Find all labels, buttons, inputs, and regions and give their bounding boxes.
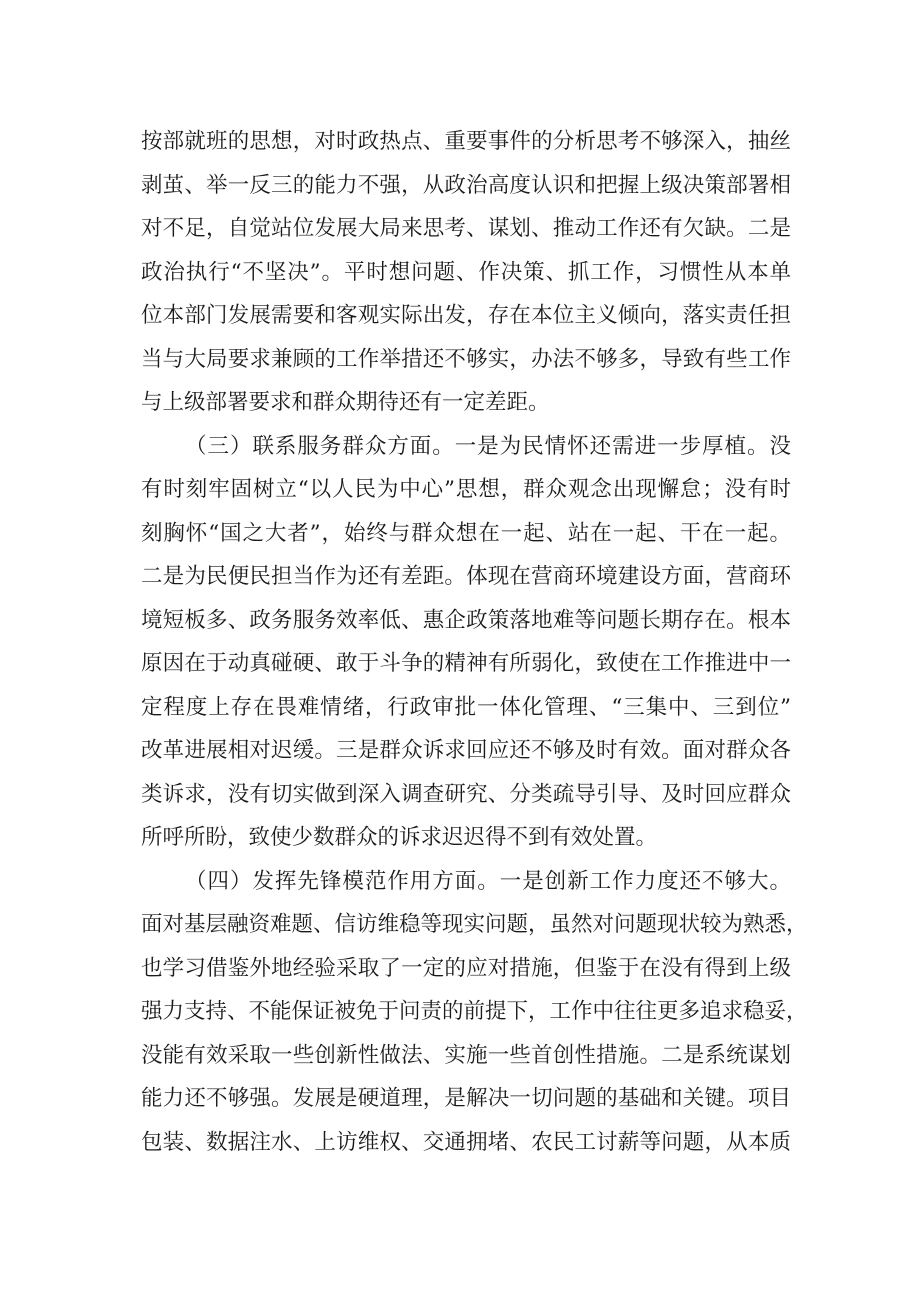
text-line: 面对基层融资难题、信访维稳等现实问题，虽然对问题现状较为熟悉， <box>141 912 808 937</box>
paragraph-first-line: （三）联系服务群众方面。一是为民情怀还需进一步厚植。没 <box>185 433 791 459</box>
text-line: 境短板多、政务服务效率低、惠企政策落地难等问题长期存在。根本 <box>141 607 791 633</box>
text-line: 所呼所盼，致使少数群众的诉求迟迟得不到有效处置。 <box>141 825 658 850</box>
text-line: 二是为民便民担当作为还有差距。体现在营商环境建设方面，营商环 <box>141 564 791 589</box>
text-line: 定程度上存在畏难情绪，行政审批一体化管理、“三集中、三到位” <box>141 694 791 720</box>
text-line: 位本部门发展需要和客观实际出发，存在本位主义倾向，落实责任担 <box>141 303 791 328</box>
text-line: 改革进展相对迟缓。三是群众诉求回应还不够及时有效。面对群众各 <box>141 738 791 763</box>
text-line: 原因在于动真碰硬、敢于斗争的精神有所弱化，致使在工作推进中一 <box>141 651 791 676</box>
text-line: 没能有效采取一些创新性做法、实施一些首创性措施。二是系统谋划 <box>141 1042 791 1068</box>
text-line: 包装、数据注水、上访维权、交通拥堵、农民工讨薪等问题，从本质 <box>141 1129 791 1155</box>
text-line: 剥茧、举一反三的能力不强，从政治高度认识和把握上级决策部署相 <box>141 172 791 198</box>
text-line: 能力还不够强。发展是硬道理，是解决一切问题的基础和关键。项目 <box>141 1086 791 1111</box>
text-line: 也学习借鉴外地经验采取了一定的应对措施，但鉴于在没有得到上级 <box>141 955 791 981</box>
text-line: 政治执行“不坚决”。平时想问题、作决策、抓工作，习惯性从本单 <box>141 259 791 285</box>
text-line: 当与大局要求兼顾的工作举措还不够实，办法不够多，导致有些工作 <box>141 346 791 372</box>
text-line: 强力支持、不能保证被免于问责的前提下，工作中往往更多追求稳妥， <box>141 999 808 1024</box>
document-body-text <box>141 120 808 1164</box>
text-line: 与上级部署要求和群众期待还有一定差距。 <box>141 390 550 415</box>
text-line: 按部就班的思想，对时政热点、重要事件的分析思考不够深入，抽丝 <box>141 129 791 154</box>
text-line: 类诉求，没有切实做到深入调查研究、分类疏导引导、及时回应群众 <box>141 781 791 807</box>
text-line: 有时刻牢固树立“以人民为中心”思想，群众观念出现懈怠；没有时 <box>141 477 791 502</box>
text-line: 对不足，自觉站位发展大局来思考、谋划、推动工作还有欠缺。二是 <box>141 216 791 241</box>
text-line: 刻胸怀“国之大者”，始终与群众想在一起、站在一起、干在一起。 <box>141 520 791 546</box>
paragraph-first-line: （四）发挥先锋模范作用方面。一是创新工作力度还不够大。 <box>185 868 791 894</box>
